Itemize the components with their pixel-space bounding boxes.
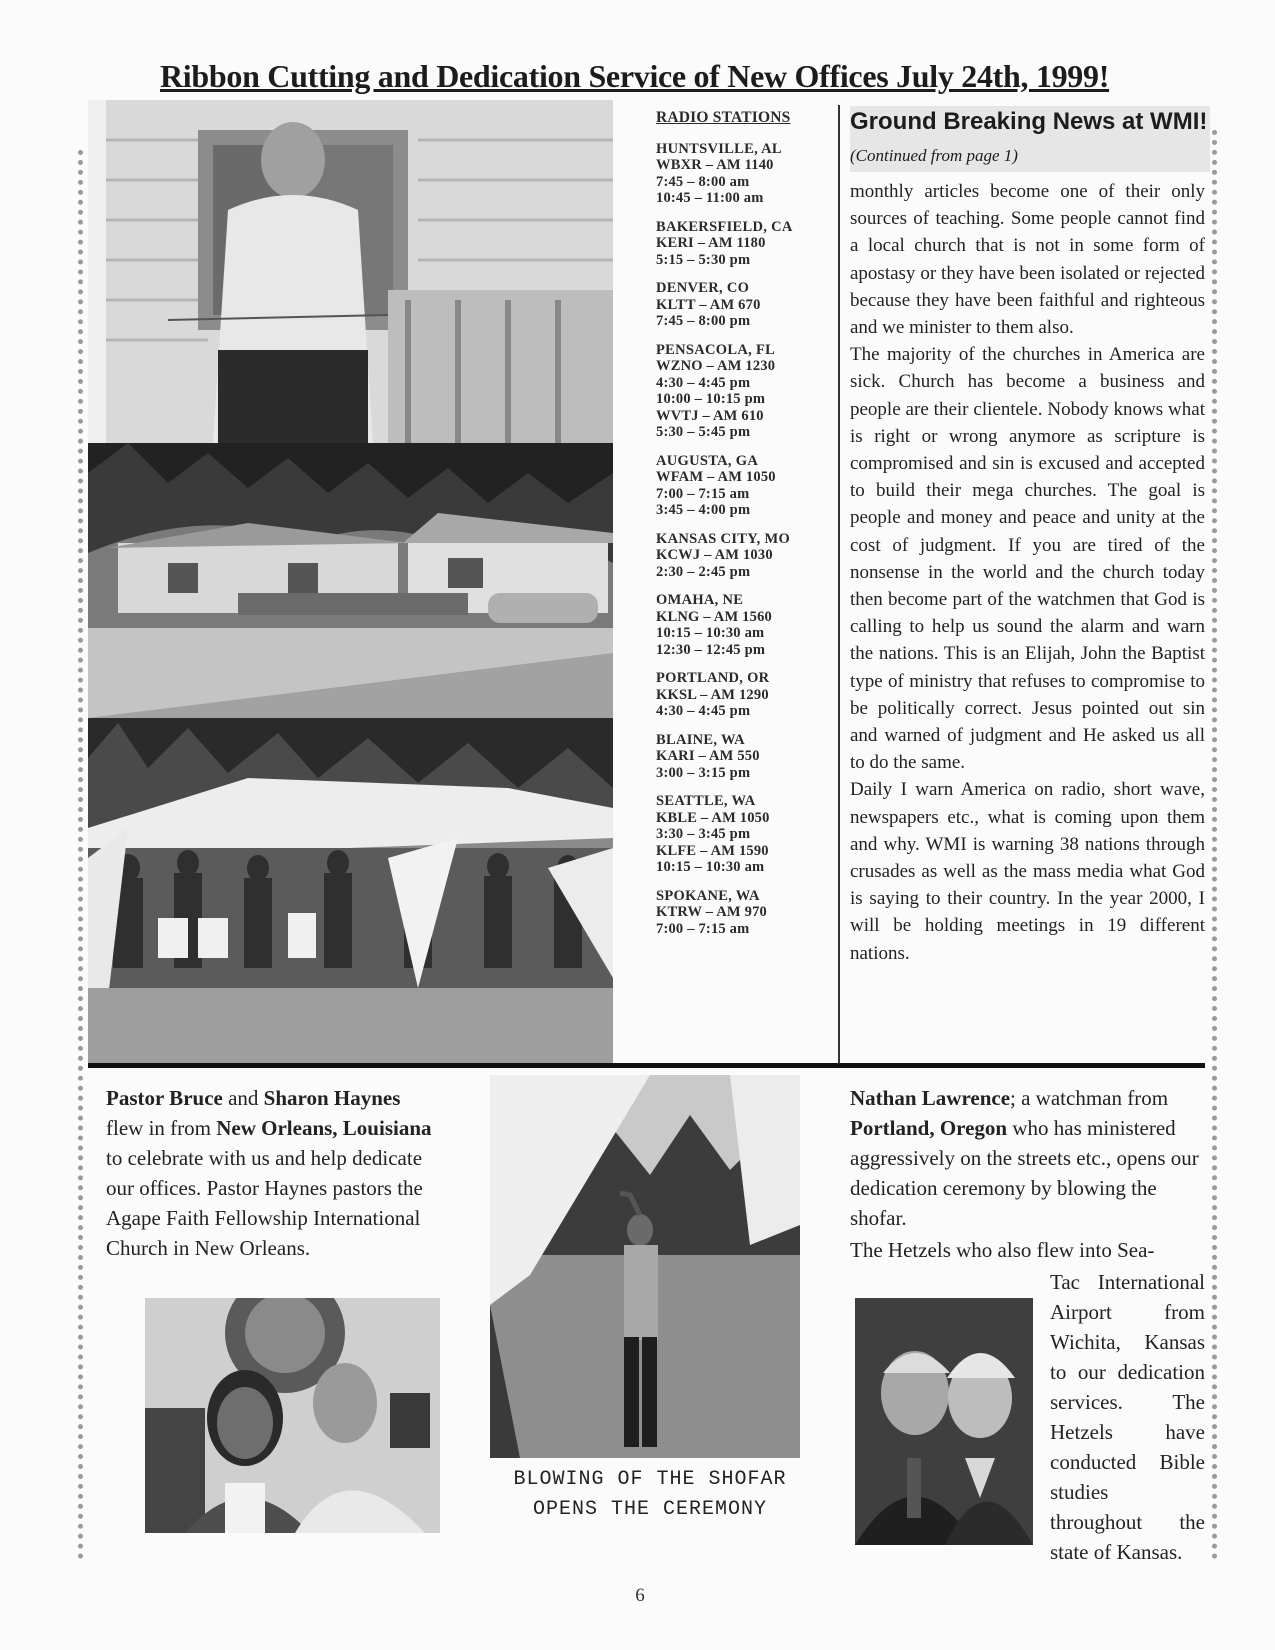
station-line: 5:15 – 5:30 pm	[656, 251, 751, 268]
caption-text: flew in from	[106, 1116, 217, 1140]
station-blaine	[656, 732, 836, 782]
station-huntsville	[656, 141, 836, 207]
hetzel-caption-lead: The Hetzels who also flew into Sea-	[850, 1238, 1155, 1262]
station-line: WVTJ – AM 610	[656, 407, 764, 424]
station-line: 10:45 – 11:00 am	[656, 190, 764, 206]
article-title: Ground Breaking News at WMI!	[850, 108, 1208, 135]
photo-tent-gathering	[88, 718, 613, 1063]
station-city: PENSACOLA, FL	[656, 341, 776, 358]
shofar-caption-line: BLOWING OF THE SHOFAR	[513, 1468, 787, 1491]
photo-ribbon-cutting	[88, 100, 613, 443]
caption-text: who has ministered aggressively on the streets etc., opens our dedication ceremony by blowing the shofar.	[850, 1116, 1199, 1230]
station-kansas-city	[656, 531, 836, 581]
station-line: 10:00 – 10:15 pm	[656, 391, 766, 407]
station-augusta	[656, 453, 836, 519]
radio-stations-heading: RADIO STATIONS	[656, 109, 791, 126]
station-line: KKSL – AM 1290	[656, 686, 769, 703]
station-line: 3:45 – 4:00 pm	[656, 502, 751, 518]
article-paragraph: monthly articles become one of their only sources of teaching. Some people cannot find a local church that is not in some form of apostasy or they have been isolated or rejected because they have been faithful and righteous and we minister to them also.	[850, 181, 1205, 339]
station-city: PORTLAND, OR	[656, 670, 770, 686]
continued-note: (Continued from page 1)	[850, 146, 1018, 165]
station-line: WZNO – AM 1230	[656, 358, 776, 374]
photo-office-buildings	[88, 443, 613, 718]
caption-text: and	[222, 1086, 264, 1110]
station-city: SEATTLE, WA	[656, 793, 756, 809]
station-city: HUNTSVILLE, AL	[656, 140, 782, 157]
page-number: 6	[635, 1585, 645, 1606]
station-portland	[656, 670, 836, 720]
nathan-caption	[850, 1083, 1205, 1233]
column-divider	[838, 105, 840, 1065]
photo-hetzel-couple	[855, 1298, 1033, 1545]
station-line: 4:30 – 4:45 pm	[656, 703, 751, 719]
photo-blowing-shofar	[490, 1075, 800, 1458]
station-line: 7:00 – 7:15 am	[656, 920, 750, 937]
station-line: KLTT – AM 670	[656, 296, 761, 313]
station-line: KBLE – AM 1050	[656, 809, 770, 826]
shofar-caption-line: OPENS THE CEREMONY	[532, 1498, 768, 1521]
station-bakersfield	[656, 219, 836, 269]
station-city: DENVER, CO	[656, 280, 750, 296]
article-paragraph: Daily I warn America on radio, short wave, newspapers etc., what is coming upon them and why. WMI is warning 38 nations through crusades as well as the mass media what God is saying to their country. In the year 2000, I will be holding meetings in 19 different nations.	[850, 779, 1205, 964]
caption-name: Pastor Bruce	[106, 1086, 223, 1110]
dotted-border-right	[1212, 130, 1217, 1560]
caption-name: Nathan Lawrence	[850, 1086, 1011, 1110]
station-line: 12:30 – 12:45 pm	[656, 641, 766, 658]
station-pensacola	[656, 342, 836, 441]
caption-text: to celebrate with us and help dedicate our offices. Pastor Haynes pastors the Agape Faith Fellowship International Church in New Orleans.	[106, 1146, 423, 1260]
hetzel-caption-body: Tac International Airport from Wichita, Kansas to our dedication services. The Hetzels have conducted Bible studies throughout the state of Kansas.	[1050, 1270, 1205, 1564]
caption-name: Sharon Haynes	[263, 1086, 401, 1110]
station-seattle	[656, 793, 836, 876]
station-city: KANSAS CITY, MO	[656, 530, 791, 547]
article-heading	[850, 106, 1210, 172]
station-line: 10:15 – 10:30 am	[656, 625, 765, 641]
page-title: Ribbon Cutting and Dedication Service of New Offices July 24th, 1999!	[160, 58, 1110, 94]
haynes-caption	[106, 1083, 441, 1263]
station-line: WFAM – AM 1050	[656, 469, 776, 485]
photo-haynes-couple	[145, 1298, 440, 1533]
station-line: KERI – AM 1180	[656, 235, 766, 251]
station-city: SPOKANE, WA	[656, 887, 760, 904]
station-line: 3:30 – 3:45 pm	[656, 826, 751, 842]
shofar-caption	[470, 1465, 830, 1525]
caption-place: New Orleans, Louisiana	[216, 1116, 432, 1140]
station-line: 7:45 – 8:00 am	[656, 173, 750, 190]
station-city: BAKERSFIELD, CA	[656, 218, 793, 235]
station-line: 5:30 – 5:45 pm	[656, 424, 751, 440]
station-line: 4:30 – 4:45 pm	[656, 374, 751, 391]
article-body	[850, 178, 1205, 967]
station-line: KLFE – AM 1590	[656, 842, 769, 859]
station-line: 2:30 – 2:45 pm	[656, 563, 751, 580]
dotted-border-left	[78, 150, 83, 1560]
section-divider	[88, 1063, 1205, 1068]
station-city: OMAHA, NE	[656, 592, 744, 608]
station-line: 7:00 – 7:15 am	[656, 485, 750, 502]
radio-stations-list	[656, 110, 836, 949]
station-spokane	[656, 888, 836, 938]
station-line: WBXR – AM 1140	[656, 157, 774, 173]
station-line: 10:15 – 10:30 am	[656, 859, 765, 875]
article-paragraph: The majority of the churches in America are sick. Church has become a business and people are their clientele. Nobody knows what is right or wrong anymore as scripture is compromised and sin is excused and accepted to build their mega churches. The goal is people and money and peace and unity at the cost of judgment. If you are tired of the nonsense in the world and the church today then become part of the watchmen that God is calling to help us sound the alarm and warn the nations. This is an Elijah, John the Baptist type of ministry that refuses to compromise to be politically correct. Jesus pointed out sin and warned of judgment and He asked us all to do the same.	[850, 344, 1205, 774]
station-line: KARI – AM 550	[656, 748, 760, 764]
station-line: KCWJ – AM 1030	[656, 547, 773, 563]
station-city: BLAINE, WA	[656, 731, 745, 748]
station-line: KLNG – AM 1560	[656, 608, 772, 625]
station-city: AUGUSTA, GA	[656, 452, 759, 469]
caption-place: Portland, Oregon	[850, 1116, 1008, 1140]
station-denver	[656, 280, 836, 330]
station-line: 7:45 – 8:00 pm	[656, 313, 751, 329]
station-line: 3:00 – 3:15 pm	[656, 764, 751, 781]
caption-text: ; a watchman from	[1010, 1086, 1169, 1110]
station-omaha	[656, 592, 836, 658]
station-line: KTRW – AM 970	[656, 904, 767, 920]
